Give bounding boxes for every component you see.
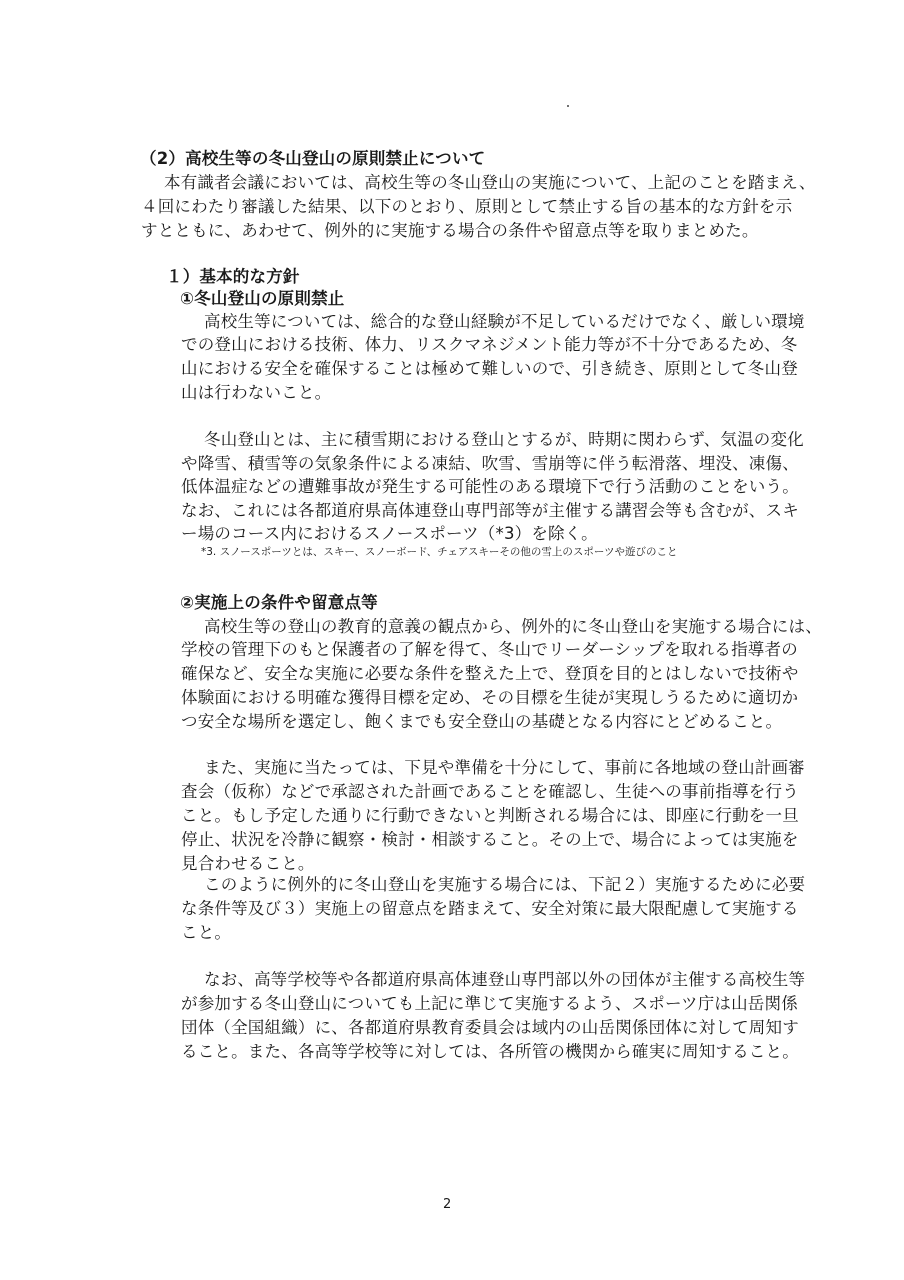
item2-para4-line: ること。また、各高等学校等に対しては、各所管の機関から確実に周知すること。 [181, 1042, 799, 1061]
item2-para2-line: 見合わせること。 [181, 854, 315, 873]
item2-para3-line: このように例外的に冬山登山を実施する場合には、下記２）実施するために必要 [204, 875, 806, 894]
item1-para1-line: での登山における技術、体力、リスクマネジメント能力等が不十分であるため、冬 [181, 335, 798, 354]
item1-para1-line: 山における安全を確保することは極めて難しいので、引き続き、原則として冬山登 [181, 359, 798, 378]
subsection-heading: １）基本的な方針 [166, 267, 300, 286]
footnote: *3. スノースポーツとは、スキー、スノーボード、チェアスキーその他の雪上のスポーツや遊びのこと [201, 546, 678, 558]
item2-para1-line: 体験面における明確な獲得目標を定め、その目標を生徒が実現しうるために適切か [181, 688, 799, 707]
item2-para2-line: また、実施に当たっては、下見や準備を十分にして、事前に各地域の登山計画審 [204, 758, 805, 777]
section-heading: （2）高校生等の冬山登山の原則禁止について [140, 149, 486, 168]
scan-speck [567, 105, 569, 107]
item2-para3-line: な条件等及び３）実施上の留意点を踏まえて、安全対策に最大限配慮して実施する [181, 899, 799, 918]
item2-para1-line: 確保など、安全な実施に必要な条件を整えた上で、登頂を目的とはしないで技術や [181, 664, 799, 683]
item1-heading: ①冬山登山の原則禁止 [180, 289, 345, 308]
item2-para2-line: 査会（仮称）などで承認された計画であることを確認し、生徒への事前指導を行う [181, 782, 799, 801]
item1-para1-line: 高校生等については、総合的な登山経験が不足しているだけでなく、厳しい環境 [204, 312, 805, 331]
page-number: 2 [443, 1197, 452, 1212]
item1-para1-line: 山は行わないこと。 [181, 383, 332, 402]
item2-para3-line: こと。 [181, 923, 232, 942]
item1-para2-line: 冬山登山とは、主に積雪期における登山とするが、時期に関わらず、気温の変化 [204, 430, 804, 449]
item2-heading: ②実施上の条件や留意点等 [180, 593, 378, 612]
item2-para1-line: つ安全な場所を選定し、飽くまでも安全登山の基礎となる内容にとどめること。 [181, 712, 783, 731]
intro-line: 本有識者会議においては、高校生等の冬山登山の実施について、上記のことを踏まえ、 [164, 173, 816, 192]
item2-para4-line: なお、高等学校等や各都道府県高体連登山専門部以外の団体が主催する高校生等 [204, 970, 806, 989]
item2-para2-line: 停止、状況を冷静に観察・検討・相談すること。その上で、場合によっては実施を [181, 830, 799, 849]
intro-line: すとともに、あわせて、例外的に実施する場合の条件や留意点等を取りまとめた。 [141, 221, 759, 240]
item1-para2-line: なお、これには各都道府県高体連登山専門部等が主催する講習会等も含むが、スキ [181, 501, 799, 520]
item2-para2-line: こと。もし予定した通りに行動できないと判断される場合には、即座に行動を一旦 [181, 806, 799, 825]
item2-para1-line: 学校の管理下のもと保護者の了解を得て、冬山でリーダーシップを取れる指導者の [181, 640, 798, 659]
item2-para1-line: 高校生等の登山の教育的意義の観点から、例外的に冬山登山を実施する場合には、 [204, 617, 822, 636]
item2-para4-line: が参加する冬山登山についても上記に準じて実施するよう、スポーツ庁は山岳関係 [181, 994, 798, 1013]
item1-para2-line: 低体温症などの遭難事故が発生する可能性のある環境下で行う活動のことをいう。 [181, 477, 799, 496]
item1-para2-line: ー場のコース内におけるスノースポーツ（*3）を除く。 [181, 524, 598, 543]
intro-line: ４回にわたり審議した結果、以下のとおり、原則として禁止する旨の基本的な方針を示 [141, 197, 793, 216]
item1-para2-line: や降雪、積雪等の気象条件による凍結、吹雪、雪崩等に伴う転滑落、埋没、凍傷、 [181, 454, 799, 473]
item2-para4-line: 団体（全国組織）に、各都道府県教育委員会は域内の山岳関係団体に対して周知す [181, 1018, 799, 1037]
